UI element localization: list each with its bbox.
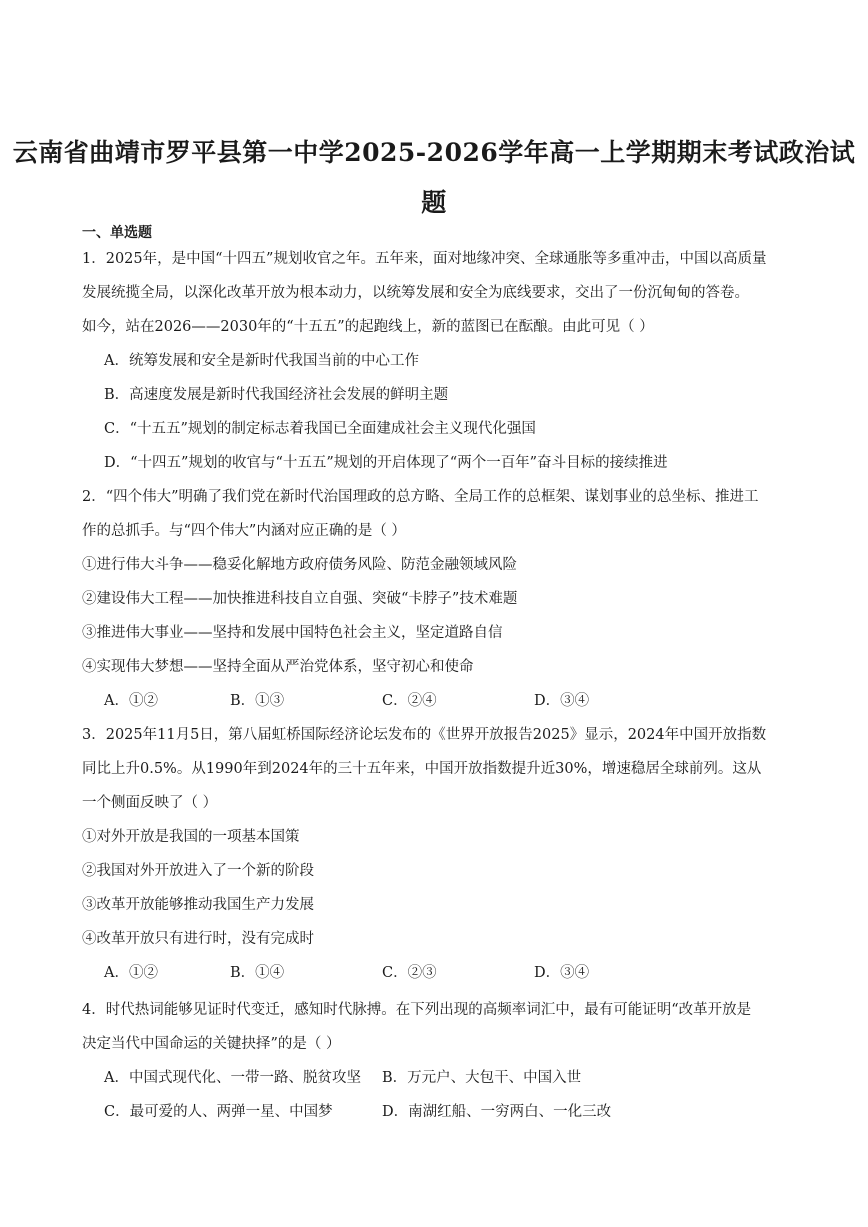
question-2-statement-1: ①进行伟大斗争——稳妥化解地方政府债务风险、防范金融领域风险: [82, 557, 517, 573]
question-4-option-c[interactable]: C．最可爱的人、两弹一星、中国梦: [104, 1104, 333, 1120]
question-3-statement-1: ①对外开放是我国的一项基本国策: [82, 829, 300, 845]
question-3-option-b[interactable]: B．①④: [230, 965, 285, 981]
question-1-option-d[interactable]: D．“十四五”规划的收官与“十五五”规划的开启体现了“两个一百年”奋斗目标的接续推进: [104, 455, 668, 471]
question-3-option-a[interactable]: A．①②: [104, 965, 158, 981]
question-3-stem-line: 同比上升0.5%。从1990年到2024年的三十五年来，中国开放指数提升近30%，增速稳居全球前列。这从: [82, 761, 762, 777]
question-2-stem-line: 2．“四个伟大”明确了我们党在新时代治国理政的总方略、全局工作的总框架、谋划事业的总坐标、推进工: [82, 489, 759, 505]
question-2-stem-line: 作的总抓手。与“四个伟大”内涵对应正确的是（ ）: [82, 523, 406, 539]
question-4-stem-line: 决定当代中国命运的关键抉择”的是（ ）: [82, 1036, 341, 1052]
question-2-statement-2: ②建设伟大工程——加快推进科技自立自强、突破“卡脖子”技术难题: [82, 591, 518, 607]
section-heading: 一、单选题: [82, 225, 152, 241]
question-1-stem-line: 如今，站在2026——2030年的“十五五”的起跑线上，新的蓝图已在酝酿。由此可见（ ）: [82, 319, 654, 335]
question-3-option-d[interactable]: D．③④: [534, 965, 590, 981]
question-2-option-c[interactable]: C．②④: [382, 693, 437, 709]
question-1-option-b[interactable]: B．高速度发展是新时代我国经济社会发展的鲜明主题: [104, 387, 449, 403]
question-2-statement-4: ④实现伟大梦想——坚持全面从严治党体系，坚守初心和使命: [82, 659, 474, 675]
question-1-option-a[interactable]: A．统筹发展和安全是新时代我国当前的中心工作: [104, 353, 419, 369]
question-3-statement-3: ③改革开放能够推动我国生产力发展: [82, 897, 314, 913]
question-2-option-d[interactable]: D．③④: [534, 693, 590, 709]
question-2-option-b[interactable]: B．①③: [230, 693, 285, 709]
question-4-option-d[interactable]: D．南湖红船、一穷两白、一化三改: [382, 1104, 612, 1120]
question-3-option-c[interactable]: C．②③: [382, 965, 437, 981]
exam-title-line-1: 云南省曲靖市罗平县第一中学2025-2026学年高一上学期期末考试政治试: [12, 138, 856, 167]
exam-title-line-2: 题: [421, 188, 447, 217]
question-4-stem-line: 4．时代热词能够见证时代变迁，感知时代脉搏。在下列出现的高频率词汇中，最有可能证明“改革开放是: [82, 1002, 752, 1018]
question-1-stem-line: 1．2025年，是中国“十四五”规划收官之年。五年来，面对地缘冲突、全球通胀等多重冲击，中国以高质量: [82, 251, 767, 267]
question-3-stem-line: 一个侧面反映了（ ）: [82, 795, 218, 811]
question-3-statement-4: ④改革开放只有进行时，没有完成时: [82, 931, 314, 947]
question-2-option-a[interactable]: A．①②: [104, 693, 158, 709]
question-4-option-a[interactable]: A．中国式现代化、一带一路、脱贫攻坚: [104, 1070, 361, 1086]
question-4-option-b[interactable]: B．万元户、大包干、中国入世: [382, 1070, 582, 1086]
question-1-stem-line: 发展统揽全局，以深化改革开放为根本动力，以统筹发展和安全为底线要求，交出了一份沉甸甸的答卷。: [82, 285, 749, 301]
question-3-statement-2: ②我国对外开放进入了一个新的阶段: [82, 863, 314, 879]
question-1-option-c[interactable]: C．“十五五”规划的制定标志着我国已全面建成社会主义现代化强国: [104, 421, 536, 437]
question-3-stem-line: 3．2025年11月5日，第八届虹桥国际经济论坛发布的《世界开放报告2025》显示，2024年中国开放指数: [82, 727, 767, 743]
question-2-statement-3: ③推进伟大事业——坚持和发展中国特色社会主义，坚定道路自信: [82, 625, 503, 641]
